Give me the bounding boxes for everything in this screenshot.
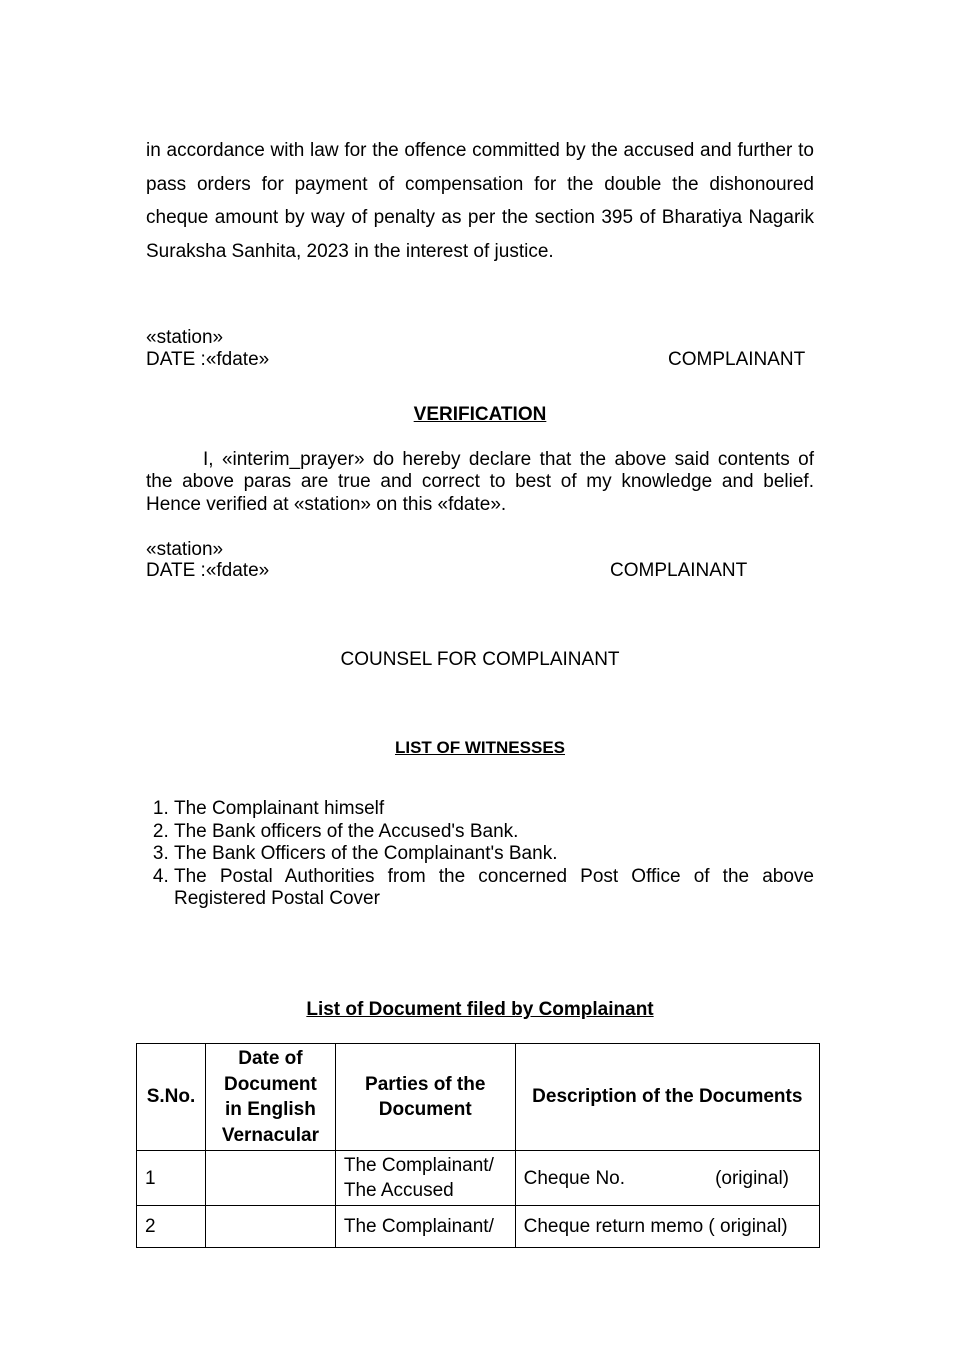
station-label-2: «station» [146,539,224,560]
cell-parties: The Complainant/ [335,1206,515,1248]
col-header-sno: S.No. [137,1044,206,1151]
table-header-row [137,1044,820,1151]
cell-date [205,1206,335,1248]
closing-paragraph: in accordance with law for the offence committed by the accused and further to pass orders for payment of compensation for the double the dishonoured cheque amount by way of penalty as per the section 395 of Bharatiya Nagarik Suraksha Sanhita, 2023 in the interest of justice. [146,140,814,262]
date-label-2: DATE :«fdate» [146,560,270,581]
complainant-label-2: COMPLAINANT [610,560,748,581]
witness-item: 1. The Complainant himself [174,798,814,821]
verification-heading: VERIFICATION [413,404,547,425]
date-label-1: DATE :«fdate» [146,349,270,370]
documents-table [136,1043,820,1248]
col-header-parties: Parties of the Document [335,1044,515,1151]
cell-parties: The Complainant/ The Accused [335,1151,515,1206]
witness-list [146,798,814,911]
witness-item: 4. The Postal Authorities from the concerned Post Office of the above Registered Postal Cover [174,866,814,911]
cell-description [515,1151,819,1206]
col-header-description: Description of the Documents [515,1044,819,1151]
complainant-label-1: COMPLAINANT [668,349,806,370]
table-row [137,1151,820,1206]
description-text: Cheque No. [523,1167,626,1189]
col-header-date: Date of Document in English Vernacular [205,1044,335,1151]
witness-item: 3. The Bank Officers of the Complainant's Bank. [174,843,814,866]
cell-description: Cheque return memo ( original) [515,1206,819,1248]
cell-sno: 2 [137,1206,206,1248]
cell-sno: 1 [137,1151,206,1206]
station-label-1: «station» [146,327,224,348]
cell-date [205,1151,335,1206]
witness-item: 2. The Bank officers of the Accused's Bank. [174,821,814,844]
witnesses-heading: LIST OF WITNESSES [394,738,565,757]
table-row [137,1206,820,1248]
verification-body: I, «interim_prayer» do hereby declare that the above said contents of the above paras are true and correct to best of my knowledge and belief. Hence verified at «station» on this «fdate». [146,449,814,515]
counsel-label: COUNSEL FOR COMPLAINANT [340,649,620,670]
description-note: (original) [715,1167,789,1189]
documents-heading: List of Document filed by Complainant [306,999,654,1020]
